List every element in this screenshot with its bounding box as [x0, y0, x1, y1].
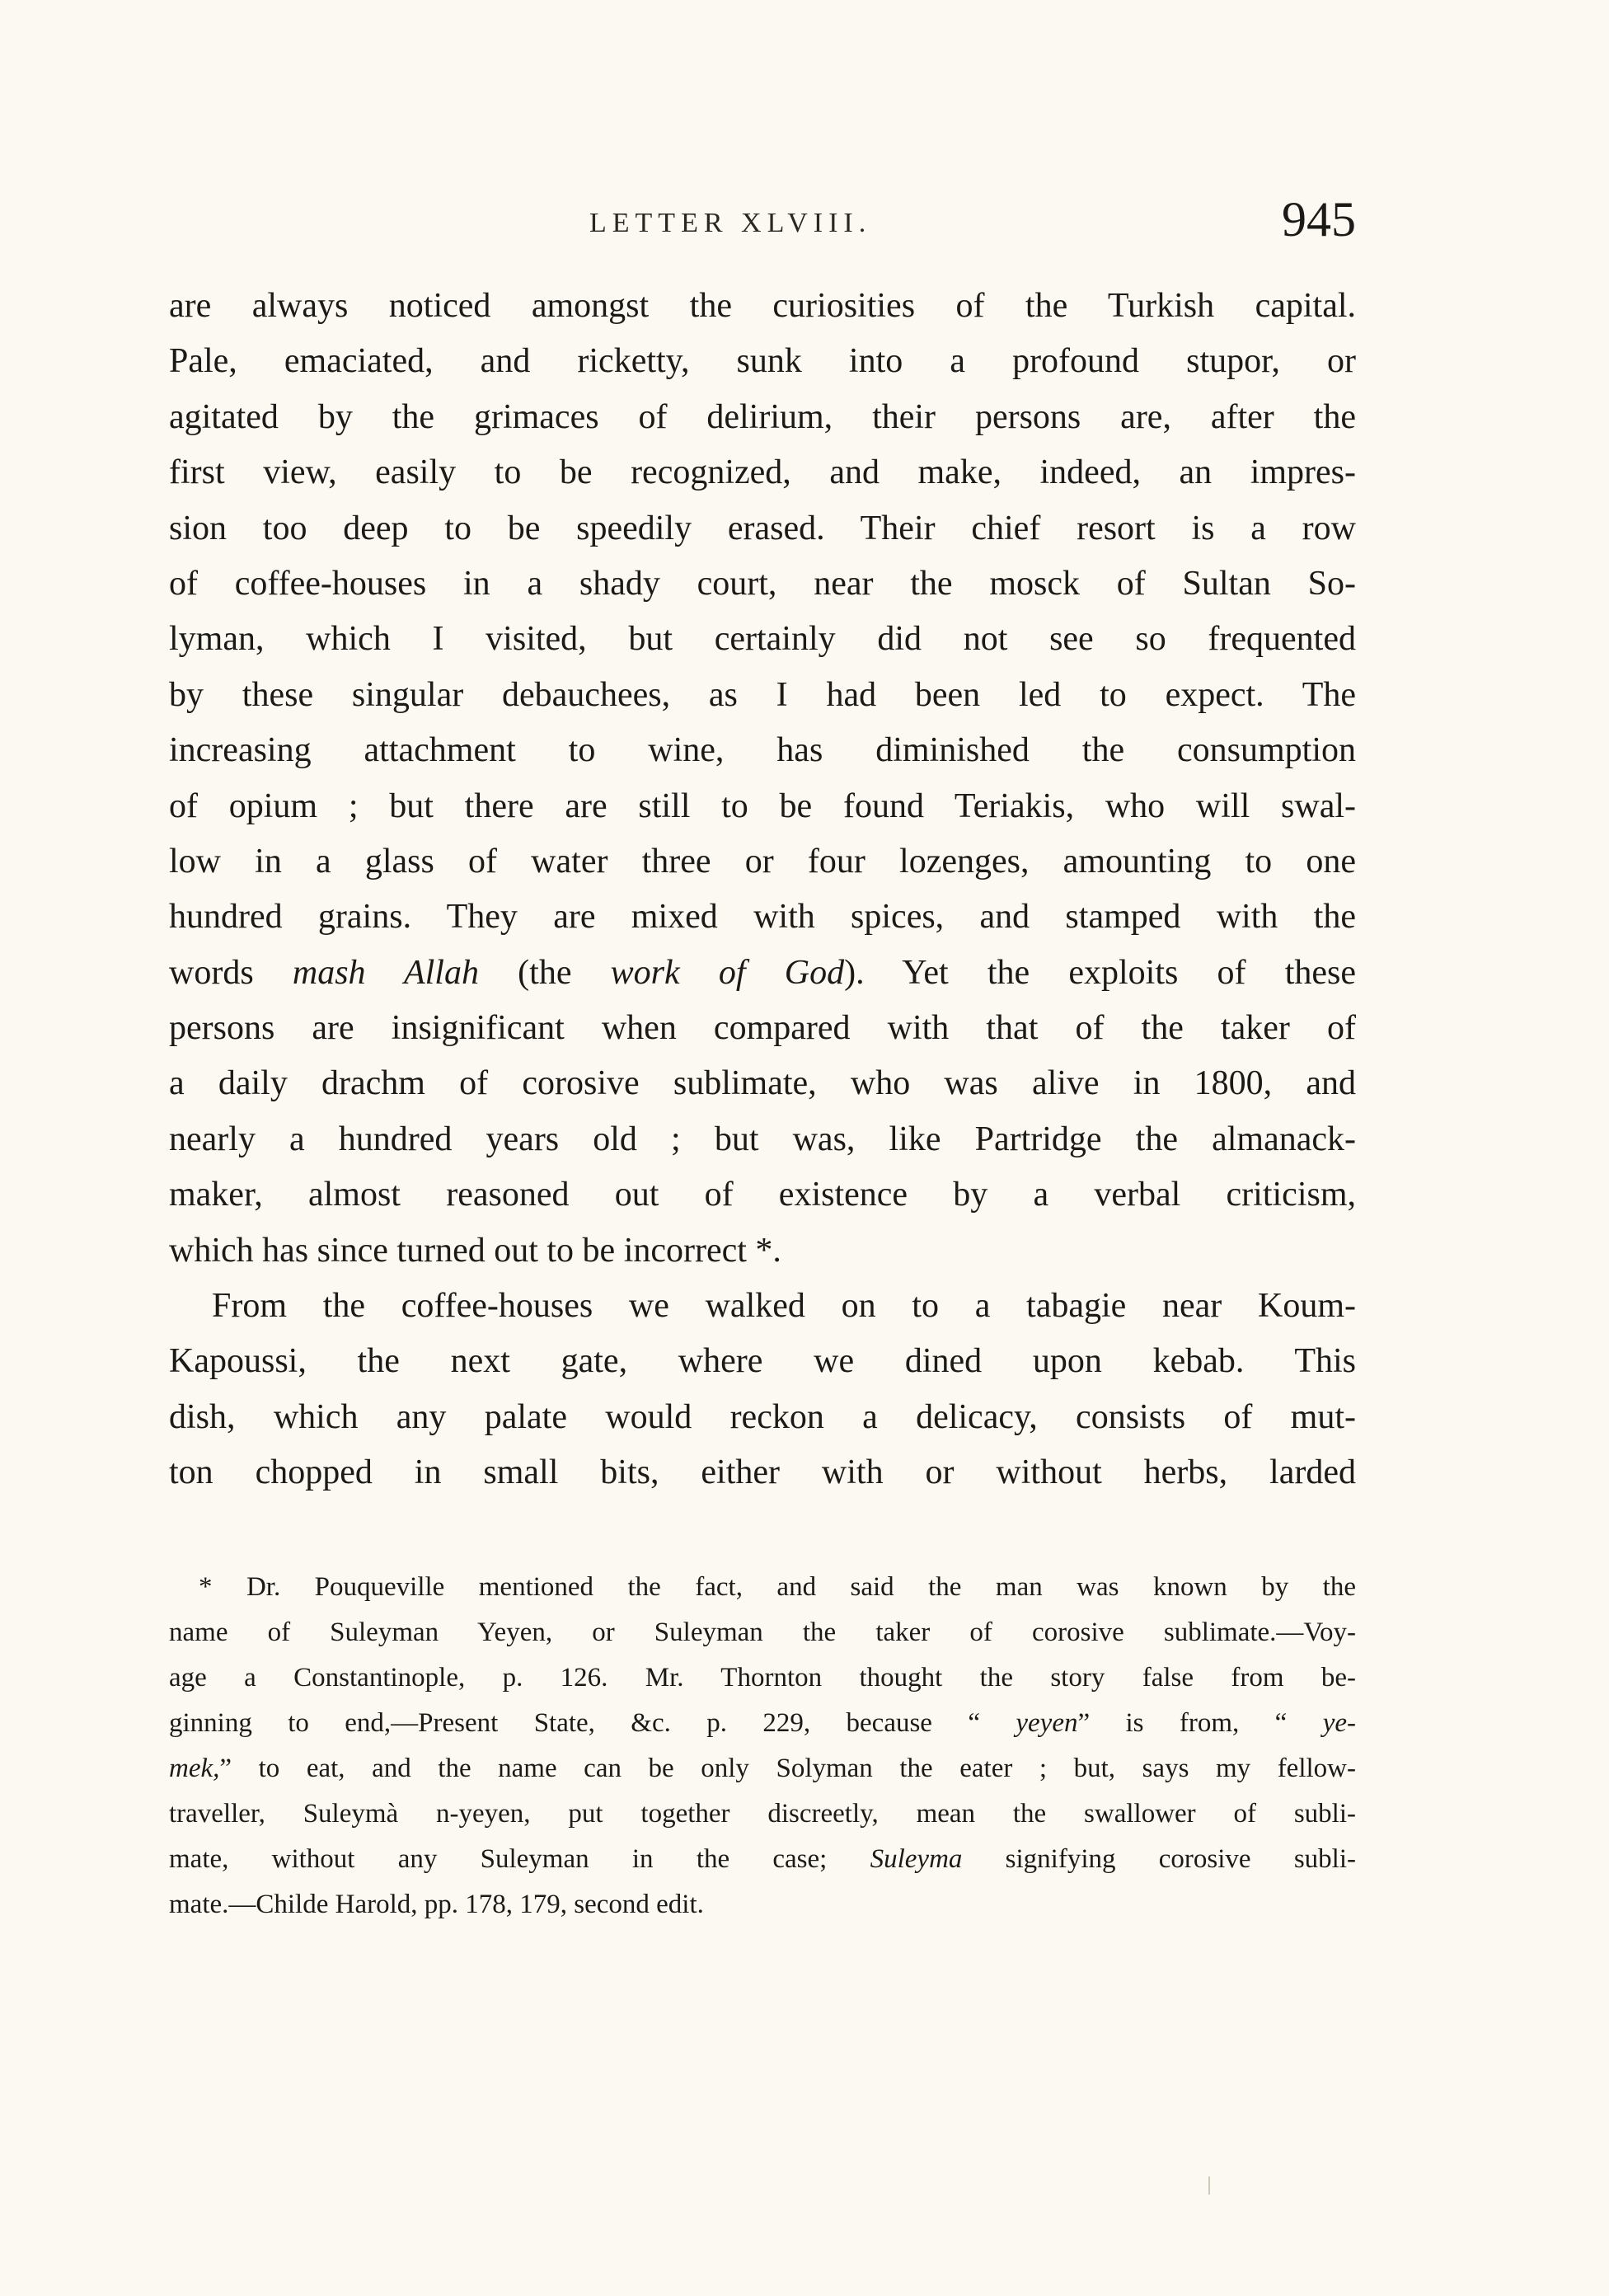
running-head: LETTER XLVIII.: [589, 208, 872, 238]
italic-text: mash Allah: [292, 953, 479, 992]
italic-text: ye-: [1322, 1708, 1356, 1738]
text-run: of coffee-houses in a shady court, near the mosck of Sultan So-: [169, 564, 1356, 603]
text-run: Pale, emaciated, and ricketty, sunk into a profound stupor, or: [169, 342, 1356, 381]
italic-text: mek,: [169, 1754, 220, 1783]
text-run: are always noticed amongst the curiosities of the Turkish capital.: [169, 287, 1356, 325]
text-line: [169, 1334, 1356, 1389]
text-run: persons are insignificant when compared with that of the taker of: [169, 1009, 1356, 1048]
text-line: [169, 1390, 1356, 1445]
text-line: [169, 556, 1356, 612]
text-run: ” to eat, and the name can be only Solyman the eater ; but, says my fellow-: [219, 1754, 1356, 1783]
text-run: ). Yet the exploits of these: [844, 953, 1357, 992]
text-line: [169, 1223, 1356, 1279]
text-line: [169, 390, 1356, 445]
text-run: sion too deep to be speedily erased. Their chief resort is a row: [169, 509, 1356, 547]
text-run: ton chopped in small bits, either with or without herbs, larded: [169, 1453, 1356, 1492]
footnotes: [169, 1565, 1356, 1927]
text-run: Kapoussi, the next gate, where we dined upon kebab. This: [169, 1342, 1356, 1381]
text-line: [169, 1445, 1356, 1500]
text-line: [169, 834, 1356, 890]
text-line: [169, 445, 1356, 500]
text-line: [169, 779, 1356, 834]
footnote-line: [169, 1791, 1356, 1837]
text-run: dish, which any palate would reckon a delicacy, consists of mut-: [169, 1397, 1356, 1436]
text-run: words: [169, 953, 293, 992]
text-run: name of Suleyman Yeyen, or Suleyman the taker of corosive sublimate.—Voy-: [169, 1618, 1356, 1647]
text-run: From the coffee-houses we walked on to a tabagie near Koum-: [212, 1287, 1356, 1326]
footnote-line: [169, 1655, 1356, 1701]
body-text: [169, 279, 1356, 1501]
text-run: nearly a hundred years old ; but was, like Partridge the almanack-: [169, 1120, 1356, 1158]
text-run: traveller, Suleymà n-yeyen, put together discreetly, mean the swallower of subli-: [169, 1799, 1356, 1829]
page-mark: [1208, 2176, 1210, 2195]
text-run: hundred grains. They are mixed with spices, and stamped with the: [169, 898, 1356, 937]
italic-text: yeyen: [1016, 1708, 1078, 1738]
text-line: [169, 612, 1356, 667]
text-run: increasing attachment to wine, has diminished the consumption: [169, 731, 1356, 770]
text-line: [169, 279, 1356, 334]
footnote-line: [169, 1746, 1356, 1791]
text-line: [169, 334, 1356, 389]
text-run: a daily drachm of corosive sublimate, who was alive in 1800, and: [169, 1064, 1356, 1103]
text-run: signifying corosive subli-: [962, 1844, 1356, 1874]
text-run: by these singular debauchees, as I had been led to expect. The: [169, 675, 1356, 714]
text-line: [169, 1112, 1356, 1167]
text-run: agitated by the grimaces of delirium, their persons are, after the: [169, 397, 1356, 436]
text-run: age a Constantinople, p. 126. Mr. Thornton thought the story false from be-: [169, 1663, 1356, 1693]
footnote-line: [169, 1701, 1356, 1746]
footnote-line: [169, 1837, 1356, 1882]
text-run: which has since turned out to be incorrect *.: [169, 1231, 781, 1270]
text-line: [169, 890, 1356, 945]
text-run: low in a glass of water three or four lozenges, amounting to one: [169, 842, 1356, 880]
page-number: 945: [1282, 192, 1356, 247]
text-run: first view, easily to be recognized, and make, indeed, an impres-: [169, 453, 1356, 492]
text-line: [169, 1001, 1356, 1056]
text-run: mate, without any Suleyman in the case;: [169, 1844, 870, 1874]
text-run: * Dr. Pouqueville mentioned the fact, and said the man was known by the: [199, 1572, 1356, 1602]
text-run: lyman, which I visited, but certainly did not see so frequented: [169, 620, 1356, 659]
text-line: [169, 1279, 1356, 1334]
text-line: [169, 723, 1356, 778]
italic-text: Suleyma: [870, 1844, 963, 1874]
text-line: [169, 1167, 1356, 1223]
text-run: mate.—Childe Harold, pp. 178, 179, second edit.: [169, 1890, 704, 1919]
text-line: [169, 946, 1356, 1001]
text-line: [169, 501, 1356, 556]
text-run: ” is from, “: [1077, 1708, 1323, 1738]
footnote-line: [169, 1610, 1356, 1655]
text-run: (the: [478, 953, 611, 992]
text-run: ginning to end,—Present State, &c. p. 229, because “: [169, 1708, 1016, 1738]
text-run: of opium ; but there are still to be found Teriakis, who will swal-: [169, 786, 1356, 825]
page-header: [169, 191, 1356, 257]
footnote-line: [169, 1882, 1356, 1927]
text-line: [169, 1056, 1356, 1111]
text-line: [169, 668, 1356, 723]
italic-text: work of God: [610, 953, 845, 992]
text-run: maker, almost reasoned out of existence by a verbal criticism,: [169, 1176, 1356, 1214]
footnote-line: [169, 1565, 1356, 1610]
